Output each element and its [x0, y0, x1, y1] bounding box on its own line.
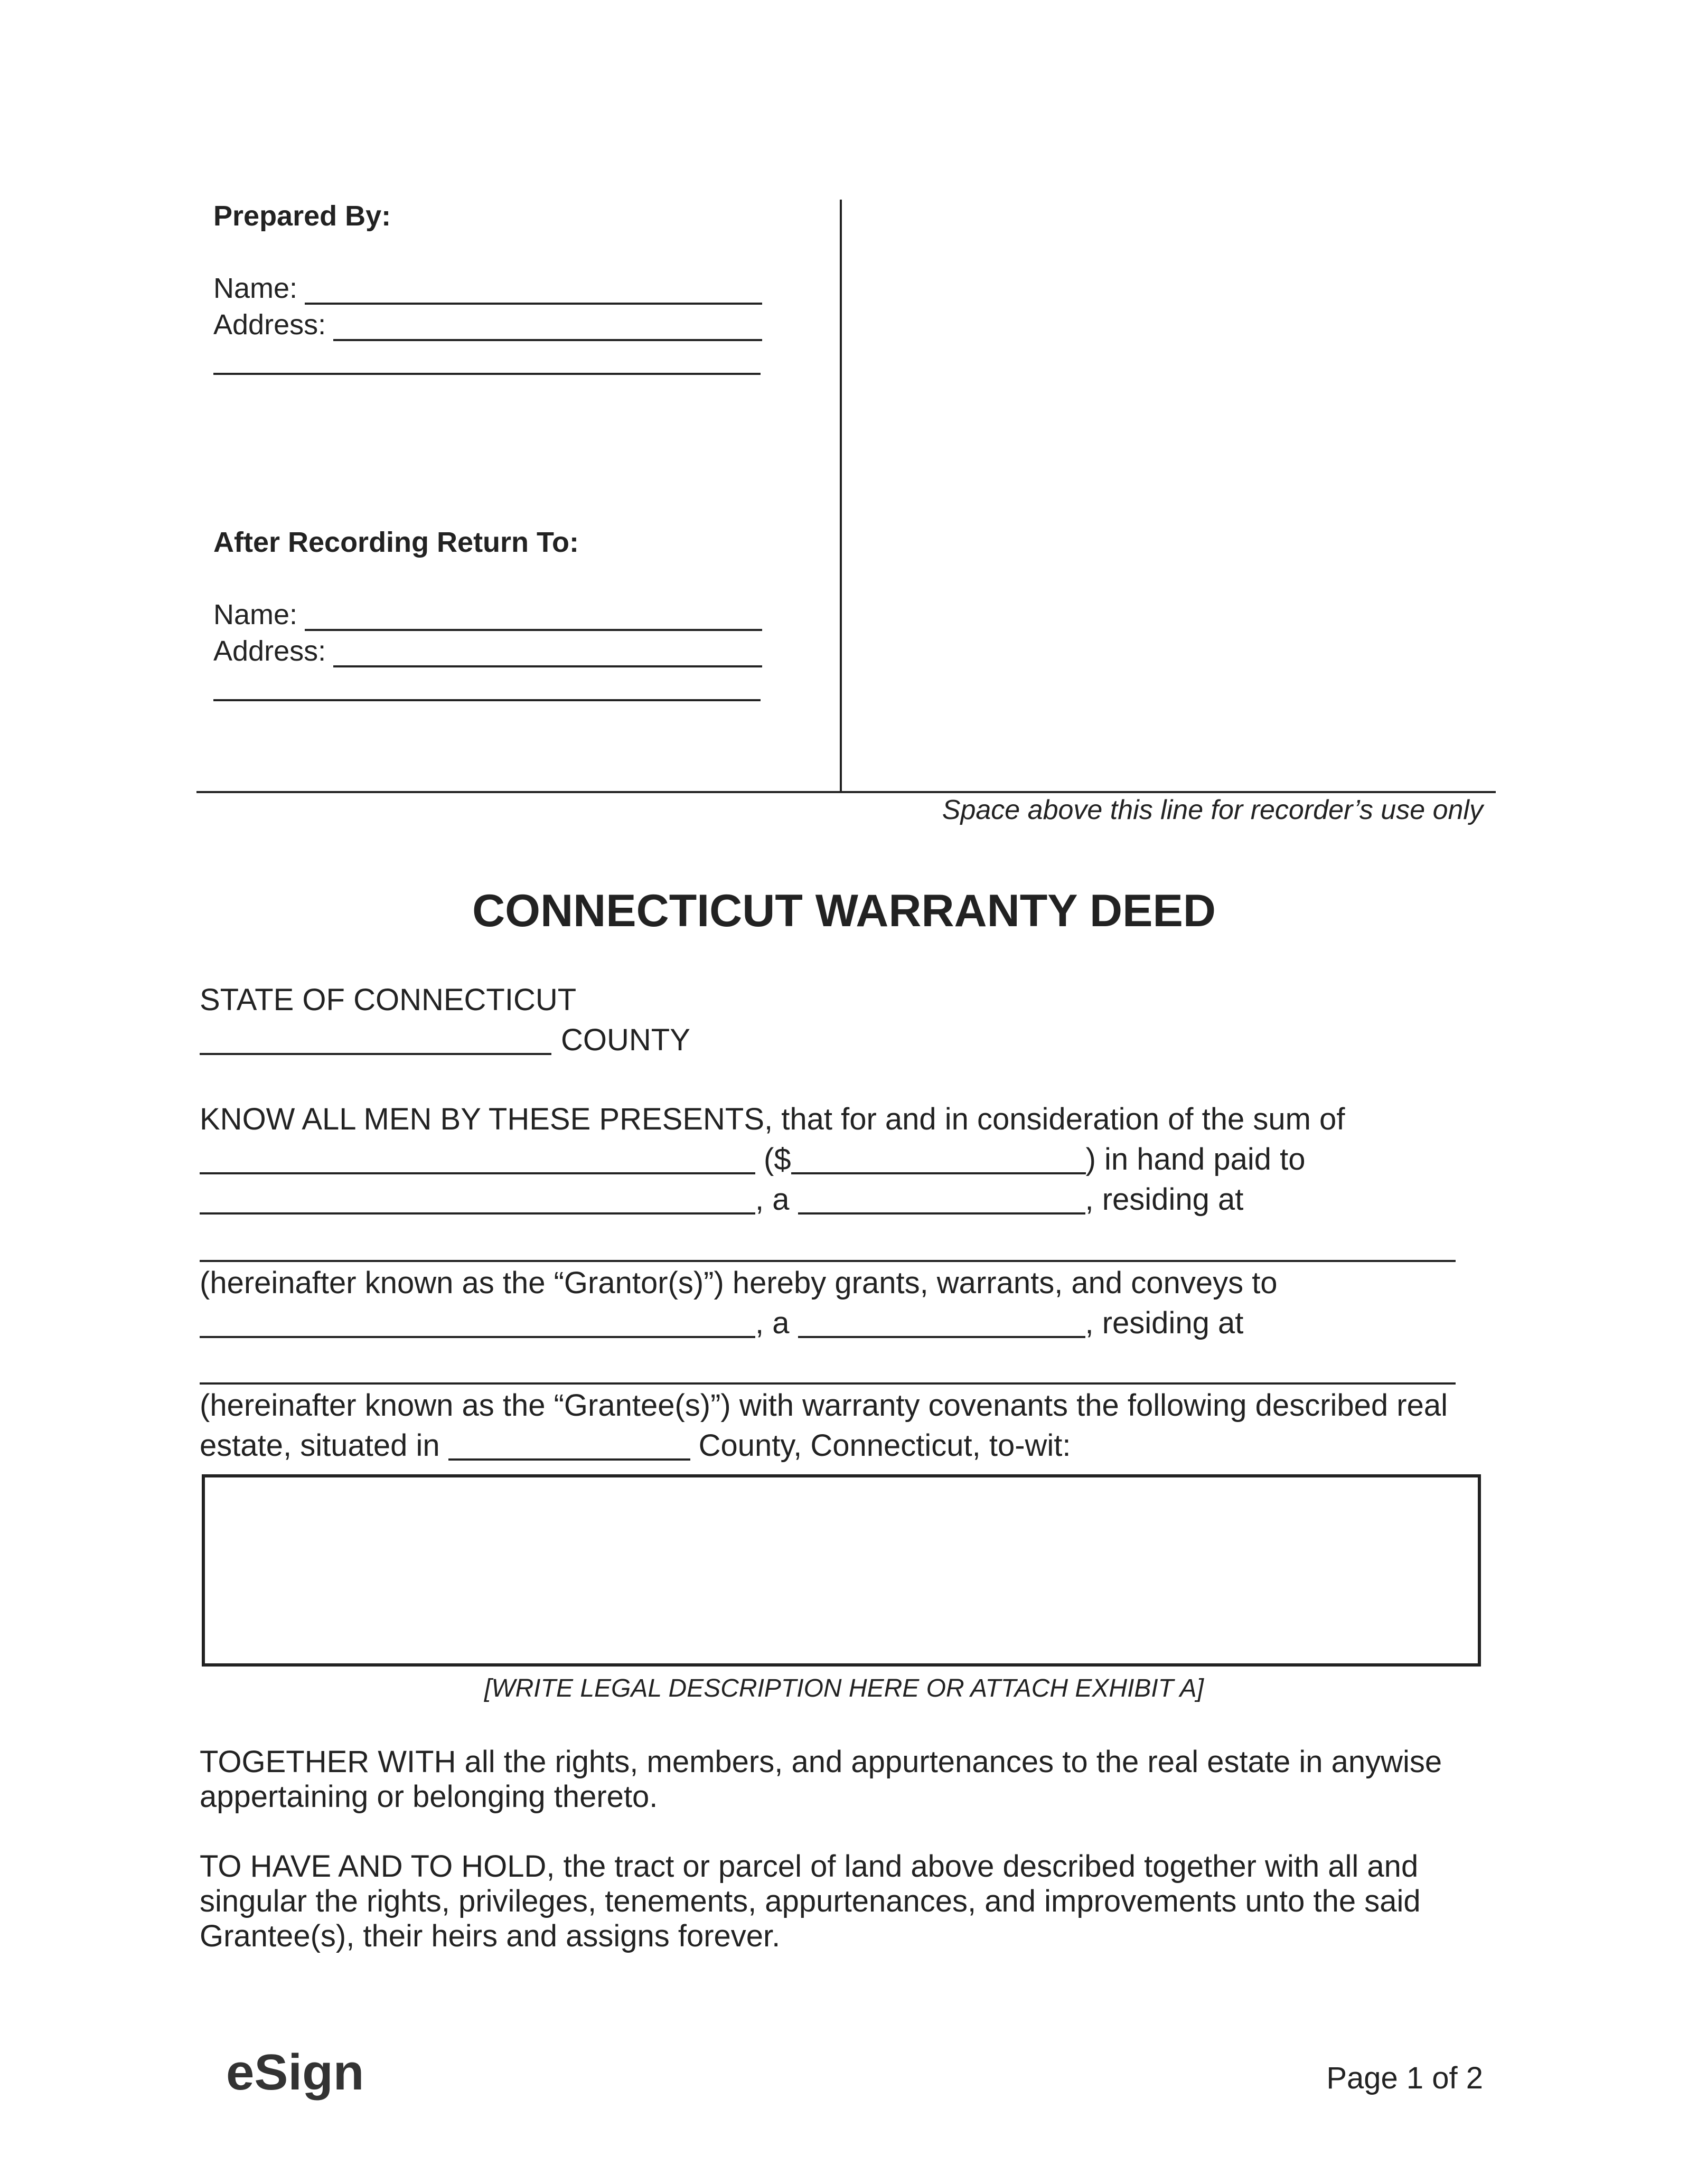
body-line-7 — [200, 1426, 1071, 1466]
prepared-name-row — [213, 272, 762, 305]
return-address-row — [213, 635, 762, 667]
grantee-name-field[interactable] — [200, 1305, 755, 1338]
state-line — [200, 980, 576, 1020]
grantor-address-field[interactable] — [200, 1260, 1456, 1262]
county-label: COUNTY — [561, 1023, 690, 1057]
to-have-paragraph: TO HAVE AND TO HOLD, the tract or parcel of land above described together with all and singular the rights, privileges, tenements, appurtenances, and improvements unto the said Grantee(s), their heirs and assigns forever. — [200, 1849, 1421, 1953]
dollar-open: ($ — [764, 1142, 791, 1176]
page-number: Page 1 of 2 — [1326, 2061, 1483, 2095]
dollar-close: ) in hand paid to — [1085, 1142, 1306, 1176]
grantee-address-field[interactable] — [200, 1382, 1456, 1385]
document-title: CONNECTICUT WARRANTY DEED — [472, 886, 1216, 936]
body-line-2 — [200, 1140, 1306, 1180]
grantor-status-field[interactable] — [798, 1182, 1085, 1215]
grantor-name-field[interactable] — [200, 1182, 755, 1215]
body-line-4 — [200, 1263, 1278, 1303]
prepared-address-label: Address: — [213, 309, 326, 341]
state-label: STATE OF CONNECTICUT — [200, 983, 577, 1017]
together-with-paragraph: TOGETHER WITH all the rights, members, and appurtenances to the real estate in anywise appertaining or belonging thereto. — [200, 1745, 1442, 1814]
county-connecticut-label: County, Connecticut, to-wit: — [698, 1428, 1071, 1463]
body-line-3 — [200, 1180, 1243, 1220]
return-address-label: Address: — [213, 635, 326, 667]
recorder-divider — [840, 200, 842, 792]
property-county-field[interactable] — [448, 1428, 690, 1461]
prepared-name-label: Name: — [213, 272, 298, 304]
prepared-address-line2[interactable] — [213, 373, 761, 375]
return-name-label: Name: — [213, 599, 298, 630]
return-name-field[interactable] — [305, 604, 762, 631]
return-to-label: After Recording Return To: — [213, 526, 579, 558]
esign-logo: eSign — [226, 2044, 364, 2101]
body-line1-text: KNOW ALL MEN BY THESE PRESENTS, that for and in consideration of the sum of — [200, 1102, 1345, 1136]
body-line-1 — [200, 1099, 1345, 1140]
prepared-name-field[interactable] — [305, 277, 762, 305]
county-line — [200, 1020, 690, 1060]
grantee-clause: (hereinafter known as the “Grantee(s)”) with warranty covenants the following described real — [200, 1388, 1448, 1423]
consideration-words-field[interactable] — [200, 1142, 755, 1174]
body-line-5 — [200, 1303, 1243, 1343]
prepared-address-field[interactable] — [333, 314, 762, 341]
body-line-6 — [200, 1386, 1448, 1426]
return-address-field[interactable] — [333, 640, 762, 667]
legal-description-box[interactable] — [202, 1474, 1481, 1667]
prepared-by-label: Prepared By: — [213, 200, 391, 232]
grantee-residing: , residing at — [1085, 1306, 1244, 1340]
recorder-note: Space above this line for recorder’s use only — [942, 795, 1483, 825]
situated-in-label: estate, situated in — [200, 1428, 440, 1463]
return-name-row — [213, 598, 762, 631]
grantor-a: , a — [755, 1182, 790, 1217]
grantor-residing: , residing at — [1085, 1182, 1244, 1217]
prepared-address-row — [213, 308, 762, 341]
consideration-amount-field[interactable] — [791, 1142, 1086, 1174]
legal-description-caption: [WRITE LEGAL DESCRIPTION HERE OR ATTACH EXHIBIT A] — [484, 1674, 1204, 1702]
county-field[interactable] — [200, 1022, 551, 1055]
grantee-a: , a — [755, 1306, 790, 1340]
return-address-line2[interactable] — [213, 699, 761, 701]
recorder-line — [196, 791, 1496, 793]
grantor-clause: (hereinafter known as the “Grantor(s)”) hereby grants, warrants, and conveys to — [200, 1266, 1278, 1300]
grantee-status-field[interactable] — [798, 1305, 1085, 1338]
